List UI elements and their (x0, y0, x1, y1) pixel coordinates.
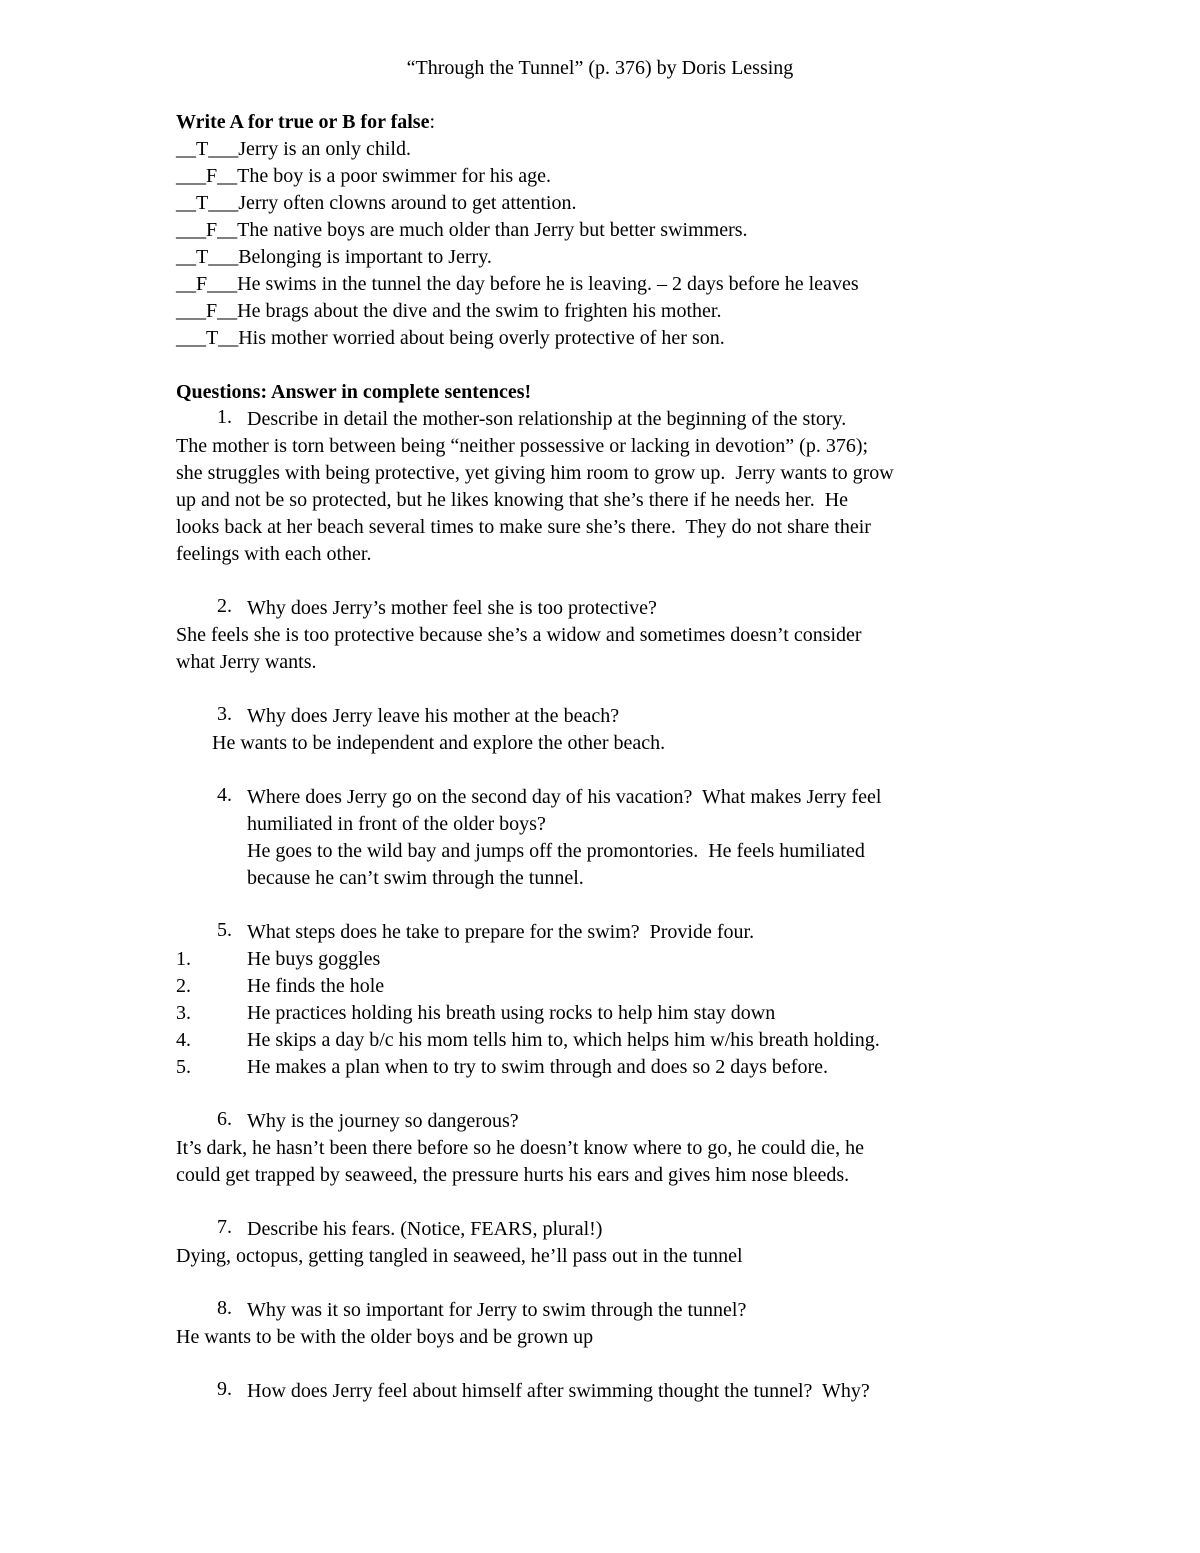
answer-line: She feels she is too protective because she’s a widow and sometimes doesn’t consider (176, 624, 862, 646)
answer-line: looks back at her beach several times to make sure she’s there. They do not share their (176, 516, 871, 538)
question-text: Why is the journey so dangerous? (247, 1110, 519, 1132)
question-number: 8. (217, 1297, 232, 1319)
tf-item: ___F__He brags about the dive and the swim to frighten his mother. (176, 300, 722, 322)
step-number: 5. (176, 1056, 191, 1078)
question-text: What steps does he take to prepare for the swim? Provide four. (247, 921, 755, 943)
question-text: How does Jerry feel about himself after swimming thought the tunnel? Why? (247, 1380, 870, 1402)
questions-heading: Questions: Answer in complete sentences! (176, 381, 532, 403)
question-text: Why was it so important for Jerry to swim through the tunnel? (247, 1299, 747, 1321)
answer-line: Dying, octopus, getting tangled in seaweed, he’ll pass out in the tunnel (176, 1245, 743, 1267)
question-number: 6. (217, 1108, 232, 1130)
question-number: 3. (217, 703, 232, 725)
tf-item: __T___Jerry often clowns around to get attention. (176, 192, 577, 214)
answer-line: could get trapped by seaweed, the pressure hurts his ears and gives him nose bleeds. (176, 1164, 850, 1186)
tf-item: ___T__His mother worried about being overly protective of her son. (176, 327, 725, 349)
tf-item: __T___Jerry is an only child. (176, 138, 411, 160)
tf-item: ___F__The native boys are much older than Jerry but better swimmers. (176, 219, 748, 241)
answer-line: It’s dark, he hasn’t been there before so he doesn’t know where to go, he could die, he (176, 1137, 864, 1159)
tf-item: __T___Belonging is important to Jerry. (176, 246, 492, 268)
question-text: Why does Jerry leave his mother at the beach? (247, 705, 620, 727)
step-number: 3. (176, 1002, 191, 1024)
question-text: humiliated in front of the older boys? (247, 813, 546, 835)
answer-line: He wants to be independent and explore the other beach. (212, 732, 666, 754)
answer-line: because he can’t swim through the tunnel. (247, 867, 584, 889)
question-number: 4. (217, 784, 232, 806)
question-number: 5. (217, 919, 232, 941)
page-title: “Through the Tunnel” (p. 376) by Doris Lessing (406, 57, 794, 79)
step-text: He buys goggles (247, 948, 381, 970)
answer-line: He wants to be with the older boys and be grown up (176, 1326, 594, 1348)
step-text: He skips a day b/c his mom tells him to, which helps him w/his breath holding. (247, 1029, 880, 1051)
step-text: He practices holding his breath using rocks to help him stay down (247, 1002, 776, 1024)
answer-line: He goes to the wild bay and jumps off the promontories. He feels humiliated (247, 840, 865, 862)
answer-line: what Jerry wants. (176, 651, 317, 673)
answer-line: up and not be so protected, but he likes knowing that she’s there if he needs her. He (176, 489, 849, 511)
answer-line: she struggles with being protective, yet giving him room to grow up. Jerry wants to grow (176, 462, 894, 484)
tf-item: ___F__The boy is a poor swimmer for his age. (176, 165, 551, 187)
question-text: Describe in detail the mother-son relationship at the beginning of the story. (247, 408, 847, 430)
question-text: Where does Jerry go on the second day of his vacation? What makes Jerry feel (247, 786, 882, 808)
question-text: Why does Jerry’s mother feel she is too protective? (247, 597, 657, 619)
step-number: 1. (176, 948, 191, 970)
step-text: He finds the hole (247, 975, 385, 997)
step-text: He makes a plan when to try to swim through and does so 2 days before. (247, 1056, 828, 1078)
question-text: Describe his fears. (Notice, FEARS, plural!) (247, 1218, 603, 1240)
tf-heading-colon: : (429, 111, 436, 133)
question-number: 7. (217, 1216, 232, 1238)
step-number: 2. (176, 975, 191, 997)
tf-heading-bold: Write A for true or B for false (176, 111, 430, 133)
question-number: 9. (217, 1378, 232, 1400)
step-number: 4. (176, 1029, 191, 1051)
tf-heading (176, 109, 435, 136)
answer-line: feelings with each other. (176, 543, 372, 565)
answer-line: The mother is torn between being “neither possessive or lacking in devotion” (p. 376); (176, 435, 869, 457)
tf-item: __F___He swims in the tunnel the day before he is leaving. – 2 days before he leaves (176, 273, 859, 295)
question-number: 2. (217, 595, 232, 617)
question-number: 1. (217, 406, 232, 428)
